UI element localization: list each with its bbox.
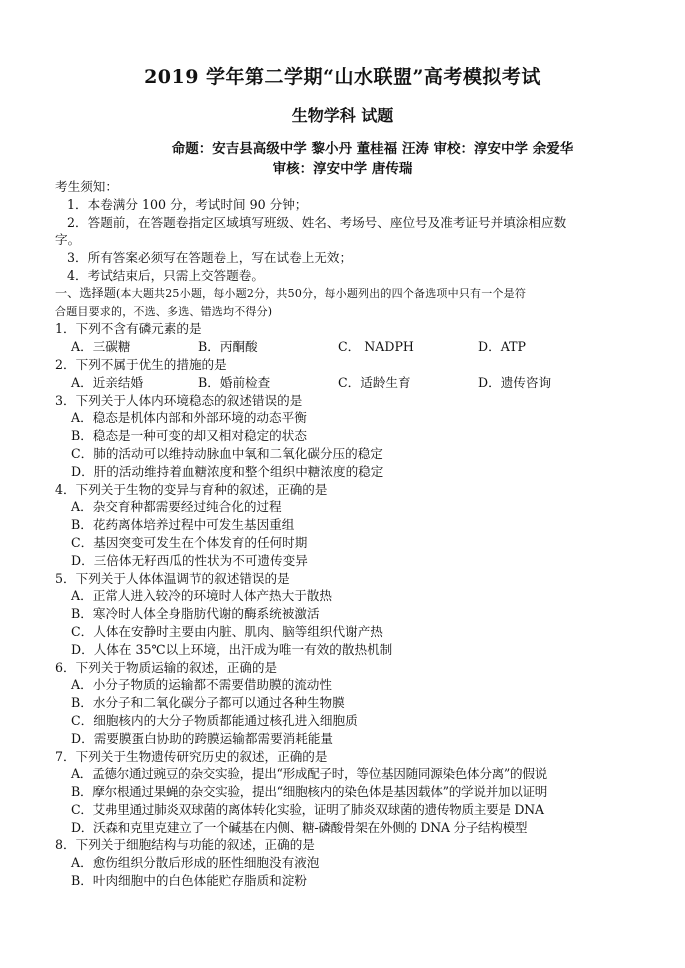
question-8 bbox=[55, 836, 635, 889]
option-c: C．肺的活动可以维持动脉血中氧和二氧化碳分压的稳定 bbox=[71, 445, 383, 461]
staff-line-2: 审核：淳安中学 唐传瑞 bbox=[272, 161, 413, 177]
question-stem: 1．下列不含有磷元素的是 bbox=[55, 321, 202, 337]
question-stem: 6．下列关于物质运输的叙述，正确的是 bbox=[55, 659, 278, 675]
option-a: A．三碳糖 bbox=[71, 339, 131, 355]
section-note-line-1: (本大题共25小题，每小题2分，共50分，每小题列出的四个备选项中只有一个是符 bbox=[115, 286, 527, 300]
notice-heading: 考生须知： bbox=[55, 179, 118, 194]
option-a: A．杂交育种都需要经过纯合化的过程 bbox=[71, 499, 282, 515]
option-a: A．小分子物质的运输都不需要借助膜的流动性 bbox=[71, 677, 332, 693]
option-row bbox=[55, 338, 635, 356]
question-stem: 4．下列关于生物的变异与育种的叙述，正确的是 bbox=[55, 481, 328, 497]
option-a: A．孟德尔通过豌豆的杂交实验，提出“形成配子时，等位基因随同源染色体分离”的假说 bbox=[71, 766, 547, 782]
notice-block bbox=[55, 178, 635, 285]
option-b: B．丙酮酸 bbox=[198, 339, 258, 355]
notice-item: 2．答题前，在答题卷指定区域填写班级、姓名、考场号、座位号及准考证号并填涂相应数 bbox=[67, 214, 567, 230]
question-7 bbox=[55, 748, 635, 837]
question-3 bbox=[55, 392, 635, 481]
option-b: B．稳态是一种可变的却又相对稳定的状态 bbox=[71, 428, 307, 444]
notice-item: 3．所有答案必须写在答题卷上，写在试卷上无效； bbox=[67, 250, 353, 266]
option-a: A．愈伤组织分散后形成的胚性细胞没有液泡 bbox=[71, 855, 320, 871]
option-d: D．需要膜蛋白协助的跨膜运输都需要消耗能量 bbox=[71, 730, 333, 746]
section-label: 一、选择题 bbox=[55, 285, 116, 300]
option-b: B．水分子和二氧化碳分子都可以通过各种生物膜 bbox=[71, 695, 345, 711]
notice-item: 1．本卷满分 100 分，考试时间 90 分钟； bbox=[67, 196, 308, 212]
option-c: C．细胞核内的大分子物质都能通过核孔进入细胞质 bbox=[71, 712, 358, 728]
notice-item: 字。 bbox=[55, 232, 81, 248]
option-b: B．摩尔根通过果蝇的杂交实验，提出“细胞核内的染色体是基因载体”的学说并加以证明 bbox=[71, 784, 548, 800]
option-a: A．稳态是机体内部和外部环境的动态平衡 bbox=[71, 410, 307, 426]
question-5 bbox=[55, 570, 635, 659]
option-c: C．基因突变可发生在个体发育的任何时期 bbox=[71, 534, 308, 550]
option-d: D．遗传咨询 bbox=[478, 374, 552, 390]
section-note-line-2: 合题目要求的，不选、多选、错选均不得分) bbox=[55, 304, 273, 318]
question-stem: 7．下列关于生物遗传研究历史的叙述，正确的是 bbox=[55, 748, 328, 764]
option-d: D．三倍体无籽西瓜的性状为不可遗传变异 bbox=[71, 552, 308, 568]
option-row bbox=[55, 374, 635, 392]
question-6 bbox=[55, 659, 635, 748]
staff-line-1: 命题：安吉县高级中学 黎小丹 董桂福 汪涛 审校：淳安中学 余爱华 bbox=[171, 141, 574, 157]
section-header bbox=[55, 285, 635, 321]
option-c: C．艾弗里通过肺炎双球菌的离体转化实验，证明了肺炎双球菌的遗传物质主要是 DNA bbox=[71, 801, 544, 817]
option-b: B．花药离体培养过程中可发生基因重组 bbox=[71, 517, 295, 533]
exam-body bbox=[55, 178, 635, 890]
option-b: B．婚前检查 bbox=[198, 374, 271, 390]
question-stem: 5．下列关于人体体温调节的叙述错误的是 bbox=[55, 570, 290, 586]
option-c: C．人体在安静时主要由内脏、肌肉、脑等组织代谢产热 bbox=[71, 623, 383, 639]
option-a: A．正常人进入较冷的环境时人体产热大于散热 bbox=[71, 588, 332, 604]
option-d: D．ATP bbox=[478, 339, 526, 355]
option-d: D．肝的活动维持着血糖浓度和整个组织中糖浓度的稳定 bbox=[71, 463, 384, 479]
question-stem: 3．下列关于人体内环境稳态的叙述错误的是 bbox=[55, 392, 303, 408]
question-2 bbox=[55, 356, 635, 392]
option-c: C．适龄生育 bbox=[338, 374, 411, 390]
exam-subtitle: 生物学科 试题 bbox=[291, 106, 394, 125]
question-stem: 8．下列关于细胞结构与功能的叙述，正确的是 bbox=[55, 837, 315, 853]
notice-item: 4．考试结束后，只需上交答题卷。 bbox=[67, 267, 264, 283]
option-b: B．寒冷时人体全身脂肪代谢的酶系统被激活 bbox=[71, 606, 320, 622]
option-d: D．沃森和克里克建立了一个碱基在内侧、糖-磷酸骨架在外侧的 DNA 分子结构模型 bbox=[71, 819, 528, 835]
question-1 bbox=[55, 320, 635, 356]
option-b: B．叶肉细胞中的白色体能贮存脂质和淀粉 bbox=[71, 873, 307, 889]
question-stem: 2．下列不属于优生的措施的是 bbox=[55, 356, 227, 372]
option-d: D．人体在 35℃以上环境，出汗成为唯一有效的散热机制 bbox=[71, 641, 393, 657]
option-a: A．近亲结婚 bbox=[71, 374, 144, 390]
exam-title: 2019 学年第二学期“山水联盟”高考模拟考试 bbox=[144, 66, 541, 88]
option-c: C． NADPH bbox=[338, 339, 414, 355]
question-4 bbox=[55, 481, 635, 570]
